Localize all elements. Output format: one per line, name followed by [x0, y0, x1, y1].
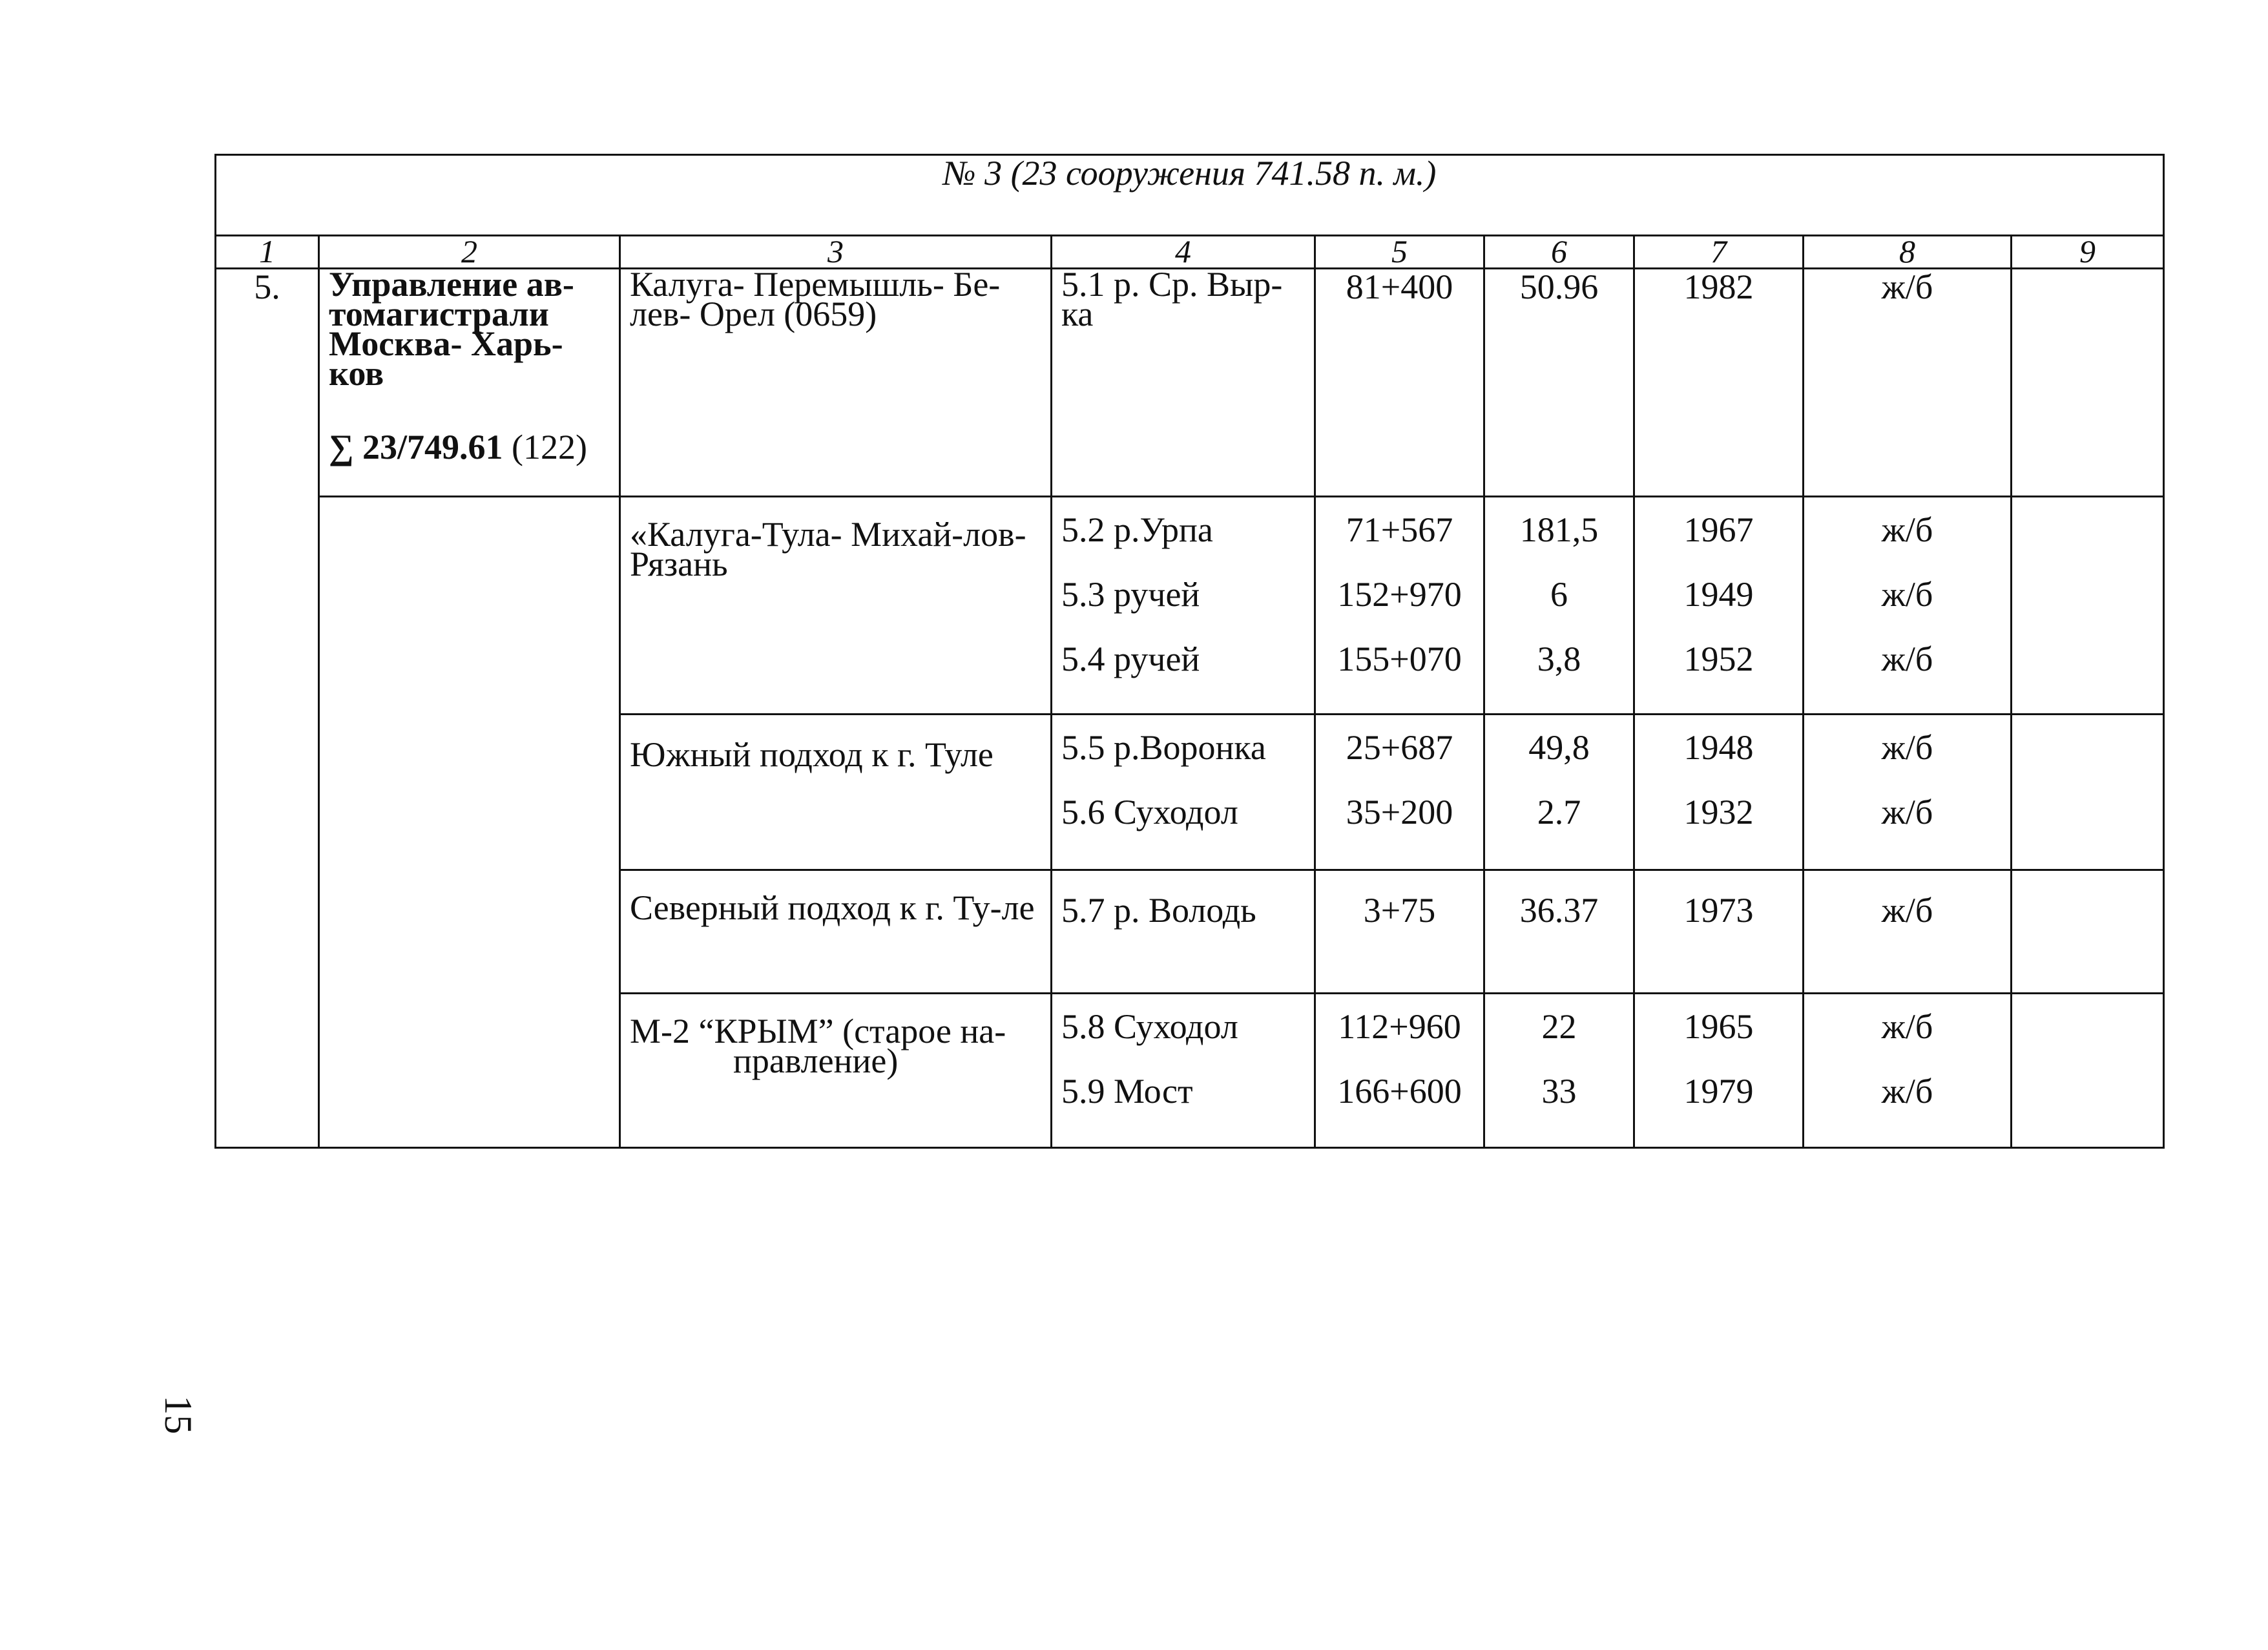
structure-years [1634, 497, 1804, 715]
structure-kms [1315, 497, 1484, 715]
column-number: 6 [1484, 236, 1634, 269]
road-name: Калуга- Перемышль- Бе-лев- Орел (0659) [620, 269, 1052, 497]
structure-name: 5.5 р.Воронка [1061, 728, 1266, 767]
structure-year: 1982 [1634, 269, 1804, 497]
structure-material: ж/б [1881, 728, 1933, 767]
empty-cell [2012, 715, 2164, 870]
column-number: 8 [1804, 236, 2012, 269]
structure-km: 152+970 [1337, 575, 1462, 614]
structure-material: ж/б [1881, 510, 1933, 549]
column-number: 5 [1315, 236, 1484, 269]
table-row [216, 497, 2164, 715]
organization-cell [319, 265, 620, 497]
summary-total: ∑ 23/749.61 [329, 428, 503, 466]
structure-name: 5.3 ручей [1061, 575, 1200, 614]
road-name-line: правление) [733, 1041, 899, 1080]
table-title: № 3 (23 сооружения 741.58 п. м.) [216, 155, 2164, 236]
structure-name: 5.6 Суходол [1061, 793, 1238, 831]
structure-length: 50.96 [1484, 269, 1634, 497]
structure-length: 181,5 [1519, 510, 1599, 549]
structure-name: 5.1 р. Ср. Выр-ка [1052, 269, 1315, 497]
structure-length: 2.7 [1537, 793, 1581, 831]
column-number: 1 [216, 236, 319, 269]
structure-materials [1804, 994, 2012, 1148]
road-name [620, 994, 1052, 1148]
empty-cell [2012, 269, 2164, 497]
structure-year: 1949 [1683, 575, 1754, 614]
structure-lengths [1484, 715, 1634, 870]
group-number: 5. [216, 269, 319, 1148]
structure-km: 35+200 [1346, 793, 1453, 831]
road-name: «Калуга-Тула- Михай-лов-Рязань [620, 497, 1052, 715]
structure-km: 166+600 [1337, 1072, 1462, 1111]
empty-cell [2012, 497, 2164, 715]
structure-km: 3+75 [1315, 870, 1484, 994]
structure-lengths [1484, 994, 1634, 1148]
structure-name: 5.4 ручей [1061, 640, 1200, 678]
structure-length: 3,8 [1537, 640, 1581, 678]
structure-material: ж/б [1804, 269, 2012, 497]
structure-km: 112+960 [1338, 1007, 1461, 1046]
road-name: Южный подход к г. Туле [620, 715, 1052, 870]
structure-length: 33 [1541, 1072, 1577, 1111]
structure-year: 1952 [1683, 640, 1754, 678]
structure-names [1052, 994, 1315, 1148]
column-number: 3 [620, 236, 1052, 269]
structure-km: 155+070 [1337, 640, 1462, 678]
page-number: 15 [157, 1395, 200, 1434]
structure-length: 49,8 [1528, 728, 1590, 767]
structure-name: 5.7 р. Володь [1052, 870, 1315, 994]
empty-cell [2012, 994, 2164, 1148]
structure-year: 1973 [1634, 870, 1804, 994]
road-name-line: М-2 “КРЫМ” (старое на- [630, 1012, 1006, 1050]
structures-table [214, 154, 2165, 1149]
structure-km: 71+567 [1346, 510, 1453, 549]
organization-name: Управление ав-томагистрали Москва- Харь-ков [329, 265, 574, 393]
structure-year: 1932 [1683, 793, 1754, 831]
structure-years [1634, 715, 1804, 870]
column-number: 4 [1052, 236, 1315, 269]
structure-length: 22 [1541, 1007, 1577, 1046]
table-row [216, 269, 2164, 497]
structure-materials [1804, 497, 2012, 715]
structure-year: 1967 [1683, 510, 1754, 549]
structure-material: ж/б [1881, 793, 1933, 831]
organization-summary [329, 430, 610, 465]
structure-names [1052, 497, 1315, 715]
structure-km: 81+400 [1315, 269, 1484, 497]
structure-years [1634, 994, 1804, 1148]
structure-material: ж/б [1881, 1007, 1933, 1046]
table-title-row [216, 155, 2164, 236]
structure-kms [1315, 715, 1484, 870]
road-name: Северный подход к г. Ту-ле [620, 870, 1052, 994]
structure-material: ж/б [1804, 870, 2012, 994]
structure-material: ж/б [1881, 640, 1933, 678]
structure-year: 1979 [1683, 1072, 1754, 1111]
structure-length: 36.37 [1484, 870, 1634, 994]
structure-materials [1804, 715, 2012, 870]
empty-cell [2012, 870, 2164, 994]
column-number-row [216, 236, 2164, 269]
structure-name: 5.2 р.Урпа [1061, 510, 1213, 549]
column-number: 7 [1634, 236, 1804, 269]
structure-year: 1948 [1683, 728, 1754, 767]
structure-material: ж/б [1881, 1072, 1933, 1111]
structure-length: 6 [1550, 575, 1568, 614]
structure-kms [1315, 994, 1484, 1148]
structure-km: 25+687 [1346, 728, 1453, 767]
structure-names [1052, 715, 1315, 870]
column-number: 2 [319, 236, 620, 269]
structure-lengths [1484, 497, 1634, 715]
summary-count: (122) [512, 428, 587, 466]
structure-year: 1965 [1683, 1007, 1754, 1046]
structure-name: 5.9 Мост [1061, 1072, 1193, 1111]
column-number: 9 [2012, 236, 2164, 269]
structure-material: ж/б [1881, 575, 1933, 614]
empty-organization-cell [319, 497, 620, 1148]
structure-name: 5.8 Суходол [1061, 1007, 1238, 1046]
